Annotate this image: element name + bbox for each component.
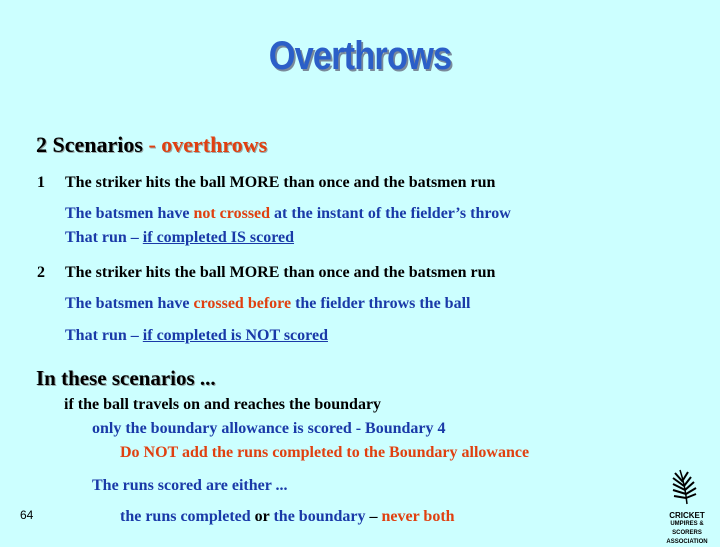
- the-boundary: the boundary: [273, 508, 366, 525]
- scenario-1-number: 1: [37, 174, 45, 191]
- scenario-2-number: 2: [37, 264, 45, 281]
- dash: –: [365, 508, 382, 525]
- slide-title: Overthrows: [268, 34, 452, 78]
- logo-line-2: UMPIRES & SCORERS: [670, 521, 704, 536]
- logo-text: [656, 511, 718, 547]
- scenario-1-condition-b: not crossed: [193, 205, 271, 222]
- scenario-1-result-b: if completed IS scored: [142, 229, 295, 246]
- scenario-2-result: [65, 327, 328, 345]
- section-heading: [36, 132, 267, 158]
- scenario-2-condition-c: the fielder throws the ball: [291, 295, 471, 312]
- or-word: or: [250, 508, 274, 525]
- logo-line-1: CRICKET: [669, 511, 705, 520]
- umpires-association-logo: [656, 466, 718, 545]
- fern-icon: [656, 466, 718, 506]
- scenario-1-result-a: That run –: [65, 229, 143, 246]
- scenario-2-line: [37, 264, 496, 282]
- scenario-1-line: [37, 174, 496, 192]
- sub-heading: In these scenarios ...: [36, 366, 216, 390]
- runs-completed: the runs completed: [120, 508, 251, 525]
- logo-line-3: ASSOCIATION: [666, 539, 708, 545]
- scenario-1-result: [65, 229, 294, 247]
- boundary-line-e: [120, 508, 455, 526]
- boundary-line-b: only the boundary allowance is scored - Boundary 4: [92, 420, 446, 437]
- scenario-1-text: The striker hits the ball MORE than once and the batsmen run: [65, 174, 496, 191]
- scenario-2-result-a: That run –: [65, 327, 143, 344]
- scenario-1-condition: [65, 205, 511, 223]
- heading-main: 2 Scenarios: [36, 132, 143, 157]
- heading-sep: -: [142, 132, 162, 157]
- scenario-2-condition-b: crossed before: [193, 295, 292, 312]
- page-number: 64: [20, 508, 34, 522]
- scenario-2-condition-a: The batsmen have: [65, 295, 194, 312]
- boundary-line-c: Do NOT add the runs completed to the Boundary allowance: [120, 444, 530, 461]
- scenario-1-condition-c: at the instant of the fielder’s throw: [270, 205, 511, 222]
- scenario-2-text: The striker hits the ball MORE than once and the batsmen run: [65, 264, 496, 281]
- scenario-2-condition: [65, 295, 470, 313]
- never-both: never both: [381, 508, 455, 525]
- scenario-1-condition-a: The batsmen have: [65, 205, 194, 222]
- scenario-2-result-b: if completed is NOT scored: [142, 327, 328, 344]
- heading-accent: overthrows: [161, 132, 268, 157]
- boundary-line-d: The runs scored are either ...: [92, 477, 288, 494]
- boundary-line-a: if the ball travels on and reaches the boundary: [64, 396, 382, 413]
